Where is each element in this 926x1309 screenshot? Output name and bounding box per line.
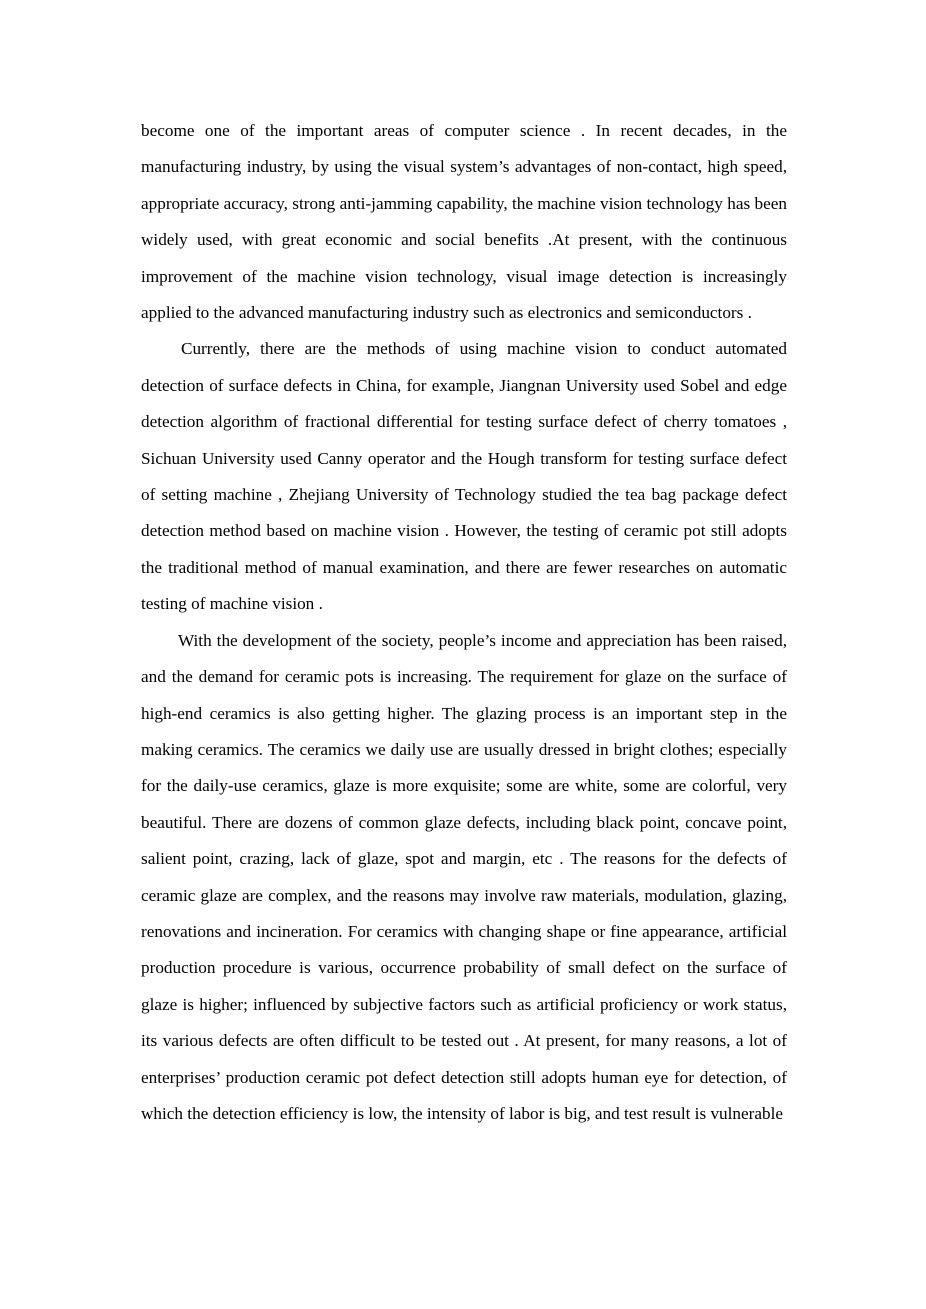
paragraph-continued: become one of the important areas of computer science . In recent decades, in the manufacturing industry, by using the visual system’s advantages of non-contact, high speed, appropriate accuracy, strong anti-jamming capability, the machine vision technology has been widely used, with great economic and social benefits .At present, with the continuous improvement of the machine vision technology, visual image detection is increasingly applied to the advanced manufacturing industry such as electronics and semiconductors . — [141, 121, 787, 323]
paragraph-current-methods: Currently, there are the methods of using machine vision to conduct automated detection of surface defects in China, for example, Jiangnan University used Sobel and edge detection algorithm of fractional differential for testing surface defect of cherry tomatoes , Sichuan University used Canny operator and the Hough transform for testing surface defect of setting machine , Zhejiang University of Technology studied the tea bag package defect detection method based on machine vision . However, the testing of ceramic pot still adopts the traditional method of manual examination, and there are fewer researches on automatic testing of machine vision . — [141, 339, 787, 614]
paragraph-glaze-defects: With the development of the society, people’s income and appreciation has been raised, and the demand for ceramic pots is increasing. The requirement for glaze on the surface of high-end ceramics is also getting higher. The glazing process is an important step in the making ceramics. The ceramics we daily use are usually dressed in bright clothes; especially for the daily-use ceramics, glaze is more exquisite; some are white, some are colorful, very beautiful. There are dozens of common glaze defects, including black point, concave point, salient point, crazing, lack of glaze, spot and margin, etc . The reasons for the defects of ceramic glaze are complex, and the reasons may involve raw materials, modulation, glazing, renovations and incineration. For ceramics with changing shape or fine appearance, artificial production procedure is various, occurrence probability of small defect on the surface of glaze is higher; influenced by subjective factors such as artificial proficiency or work status, its various defects are often difficult to be tested out . At present, for many reasons, a lot of enterprises’ production ceramic pot defect detection still adopts human eye for detection, of which the detection efficiency is low, the intensity of labor is big, and test result is vulnerable — [141, 630, 787, 1123]
body-text — [141, 113, 787, 1132]
